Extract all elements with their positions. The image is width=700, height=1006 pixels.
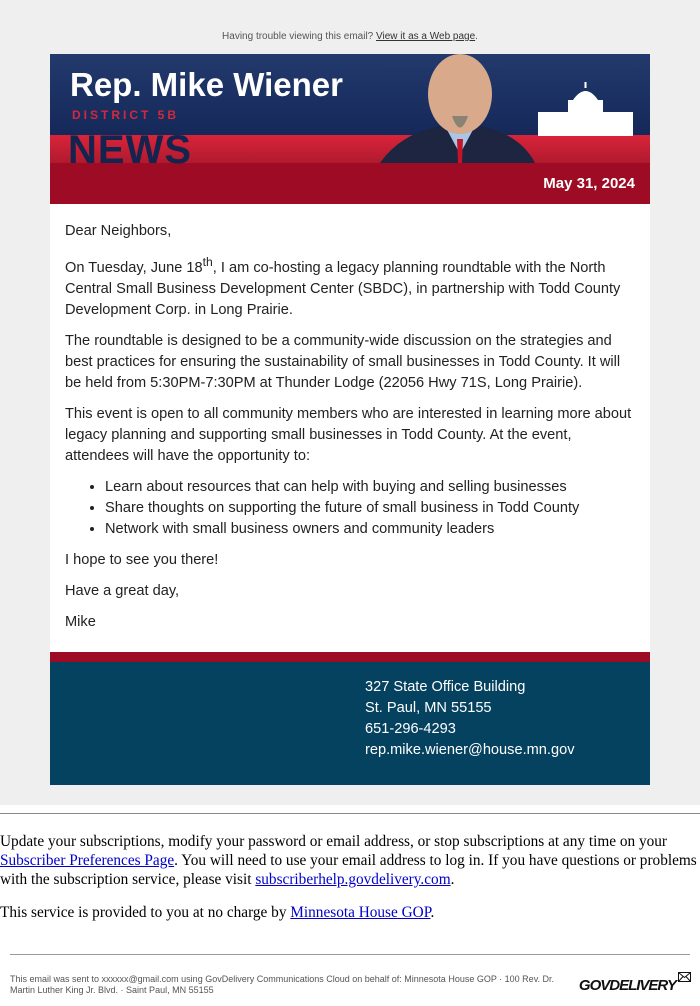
newsletter-banner — [50, 54, 650, 204]
district-label: DISTRICT 5B — [72, 108, 180, 122]
divider — [10, 954, 690, 955]
contact-footer — [50, 662, 650, 785]
list-item: • Learn about resources that can help with buying and selling businesses — [105, 477, 635, 498]
office-phone: 651-296-4293 — [365, 721, 456, 737]
subscriber-preferences-link[interactable]: Subscriber Preferences Page — [0, 852, 175, 869]
office-address: 327 State Office Building — [365, 679, 526, 695]
list-item: • Network with small business owners and community leaders — [105, 519, 635, 540]
news-label: NEWS — [68, 128, 192, 172]
paragraph-event: On Tuesday, June 18th, I am co-hosting a legacy planning roundtable with the North Central Small Business Development Center (SBDC), in partnership with Todd County Development Corp. in Long Prairie. — [65, 255, 621, 318]
issue-date: May 31, 2024 — [543, 175, 635, 192]
subscription-notice: Update your subscriptions, modify your password or email address, or stop subscriptions at any time on your Subscriber Preferences Page. You will need to use your email address to log in. If you have questions or problems with the subscription service, please visit subscriberhelp.govdelivery.com. This service is provided to you at no charge by Minnesota House GOP. — [0, 833, 697, 921]
representative-name: Rep. Mike Wiener — [70, 66, 343, 103]
list-item: • Share thoughts on supporting the future of small business in Todd County — [105, 498, 635, 519]
envelope-icon — [678, 972, 691, 982]
capitol-icon — [538, 82, 633, 136]
govdelivery-logo[interactable]: GOVDELIVERY — [578, 977, 676, 994]
signature: Mike — [65, 613, 96, 630]
email-body — [50, 204, 650, 652]
web-page-link[interactable]: View it as a Web page — [376, 31, 476, 42]
sign-off: Have a great day, — [65, 582, 180, 599]
subscriber-help-link[interactable]: subscriberhelp.govdelivery.com — [255, 871, 451, 888]
greeting: Dear Neighbors, — [65, 223, 172, 239]
footer-divider — [50, 652, 650, 662]
paragraph-details: The roundtable is designed to be a community-wide discussion on the strategies and best practices for ensuring the sustainability of small businesses in Todd County. It will be held from 5:30PM-7:30PM at Thunder Lodge (22056 Hwy 71S, Long Prairie). — [65, 332, 621, 391]
closing-line: I hope to see you there! — [65, 551, 219, 568]
sender-link[interactable]: Minnesota House GOP — [290, 904, 431, 921]
divider — [0, 813, 700, 814]
preheader: Having trouble viewing this email? View it as a Web page. — [222, 31, 478, 42]
representative-photo — [380, 54, 540, 163]
office-city: St. Paul, MN 55155 — [365, 700, 492, 716]
paragraph-audience: This event is open to all community members who are interested in learning more about legacy planning and supporting small businesses in Todd County. At the event, attendees will have the opportunity to: — [65, 405, 632, 464]
office-email[interactable]: rep.mike.wiener@house.mn.gov — [365, 742, 575, 758]
legal-notice: This email was sent to xxxxxx@gmail.com using GovDelivery Communications Cloud on behalf of: Minnesota House GOP · 100 Rev. Dr. Martin Luther King Jr. Blvd. · Saint Paul, MN 55155 — [10, 974, 555, 995]
opportunity-list — [65, 477, 635, 540]
